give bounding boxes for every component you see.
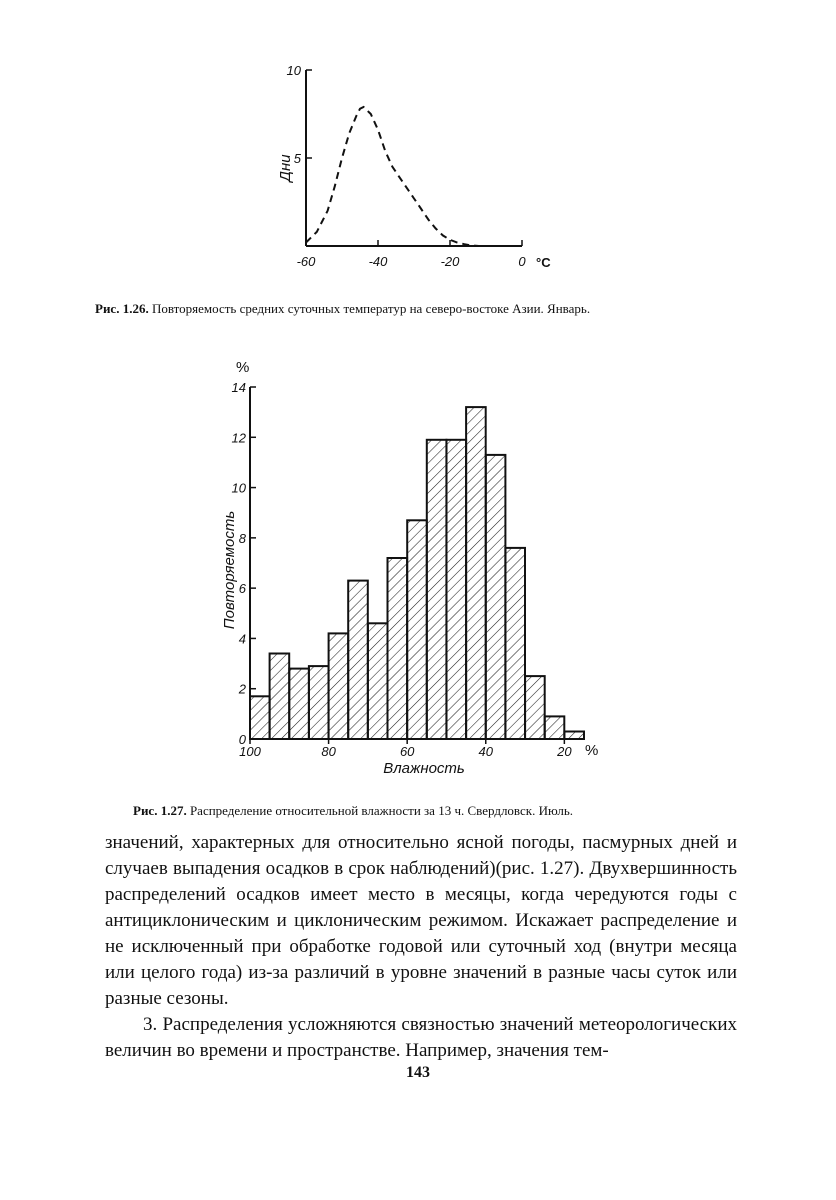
figure-1-26-number: Рис. 1.26.: [95, 301, 149, 316]
histogram-bar: [348, 581, 368, 739]
paragraph-1: значений, характерных для относительно ясной погоды, пасмурных дней и случаев выпадения осадков в срок наблюдений)(рис. 1.27). Двухвершинность распределений осадков имеет место в месяцы, когда чередуются годы с антициклоническим и циклоническим режимом. Искажает распределение и не исключенный при обработке годовой или суточный ход (внутри месяца или целого года) из-за различий в уровне значений в разные часы суток или разные сезоны.: [105, 832, 737, 1009]
chart2-y-unit: %: [236, 359, 250, 376]
chart1-x-tick-label: -60: [296, 254, 316, 269]
chart1-x-tick-label: 0: [518, 254, 526, 269]
chart1-y-tick-label: 5: [293, 151, 301, 166]
histogram-bar: [545, 716, 565, 739]
chart2-x-tick-label: 100: [239, 744, 261, 759]
chart1-y-tick-label: 10: [286, 63, 301, 78]
chart2-x-tick-label: 20: [557, 744, 572, 759]
chart1-y-axis-label: Дни: [277, 154, 294, 182]
chart2-y-axis-label: Повторяемость: [221, 510, 238, 630]
histogram-bar: [525, 676, 545, 739]
paragraph-2: 3. Распределения усложняются связностью значений метеорологических величин во времени и пространстве. Например, значения тем-: [105, 1014, 737, 1061]
histogram-bar: [486, 455, 506, 739]
chart2-x-tick-label: 80: [321, 744, 336, 759]
figure-1-26-text: Повторяемость средних суточных температур на северо-востоке Азии. Январь.: [151, 301, 591, 316]
chart2-y-tick-label: 6: [238, 581, 246, 597]
body-text: [105, 830, 737, 1064]
chart1-x-tick-label: -20: [440, 254, 460, 269]
histogram-bar: [447, 440, 467, 739]
chart2-y-tick-label: 12: [231, 430, 246, 446]
histogram-bar: [309, 666, 329, 739]
histogram-bar: [388, 558, 408, 739]
histogram-bar: [407, 520, 427, 739]
chart2-y-tick-label: 10: [231, 480, 246, 496]
chart2-x-axis-label: Влажность: [383, 760, 465, 777]
histogram-bar: [368, 623, 388, 739]
histogram-bar: [466, 407, 486, 739]
histogram-bar: [427, 440, 447, 739]
chart2-y-tick-label: 8: [238, 530, 246, 546]
chart1-x-tick-label: -40: [368, 254, 388, 269]
figure-1-27-number: Рис. 1.27.: [133, 803, 187, 818]
chart1-x-unit: °C: [536, 255, 551, 270]
chart2-y-tick-label: 4: [238, 631, 246, 647]
histogram-bar: [564, 732, 584, 740]
histogram-bar: [505, 548, 525, 739]
chart2-y-tick-label: 2: [238, 681, 246, 697]
chart2-y-tick-label: 0: [238, 732, 246, 747]
histogram-bar: [270, 654, 290, 740]
chart2-bars: [250, 407, 584, 739]
figure-1-27-text: Распределение относительной влажности за 13 ч. Свердловск. Июль.: [189, 803, 574, 818]
chart2-x-tick-label: 40: [478, 744, 493, 759]
chart2-y-tick-label: 14: [231, 380, 246, 395]
chart2-x-unit: %: [585, 742, 599, 759]
histogram-bar: [329, 633, 349, 739]
page-number: 143: [406, 1064, 430, 1081]
histogram-bar: [289, 669, 309, 739]
chart2-x-tick-label: 60: [399, 744, 415, 759]
histogram-bar: [250, 696, 270, 739]
figure-1-27-caption: [133, 803, 573, 819]
